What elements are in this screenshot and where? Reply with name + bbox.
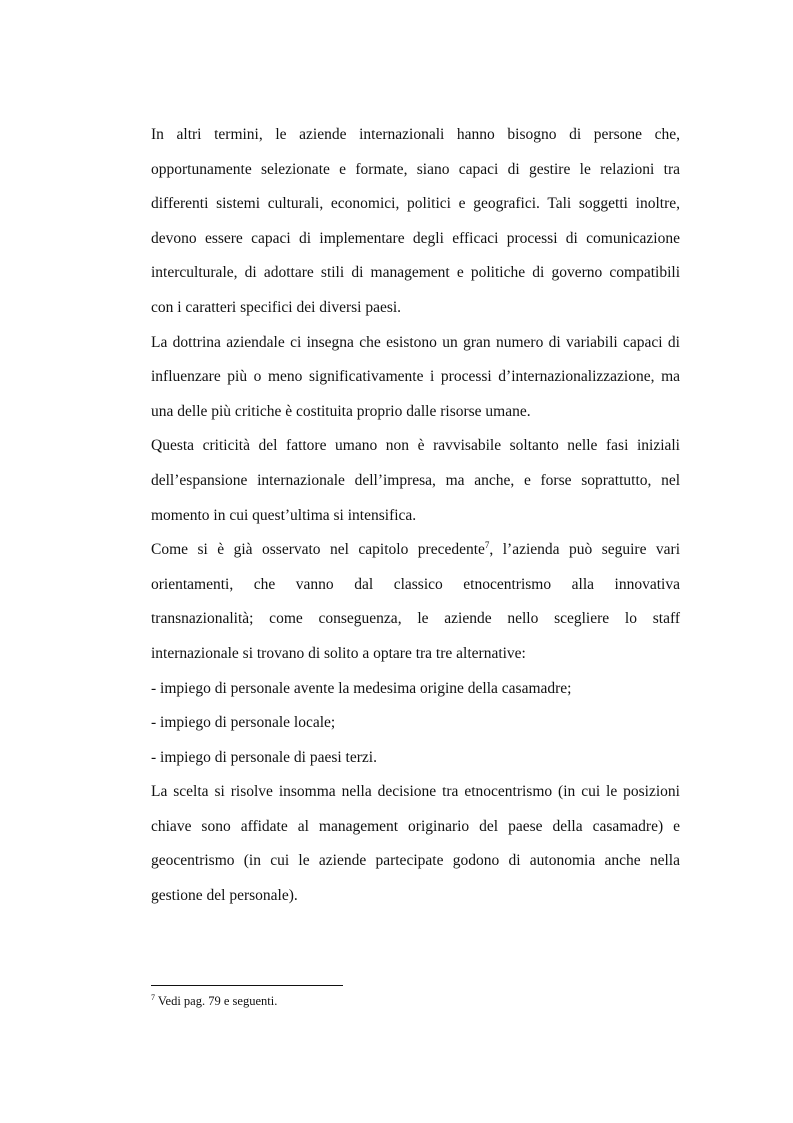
text-line: transnazionalità; come conseguenza, le aziende nello scegliere lo staff — [151, 610, 680, 628]
text-line: La dottrina aziendale ci insegna che esistono un gran numero di variabili capaci di — [151, 333, 680, 351]
footnote-marker: 7 — [151, 992, 155, 1002]
text-line: devono essere capaci di implementare degli efficaci processi di comunicazione — [151, 229, 680, 247]
list-item-2 — [151, 706, 680, 741]
text-line: La scelta si risolve insomma nella decisione tra etnocentrismo (in cui le posizioni — [151, 783, 680, 801]
text-line-with-footnote-ref — [151, 533, 680, 568]
text-line: opportunamente selezionate e formate, siano capaci di gestire le relazioni tra — [151, 160, 680, 178]
text-line: Questa criticità del fattore umano non è ravvisabile soltanto nelle fasi iniziali — [151, 437, 680, 455]
text-fragment: Come si è già osservato nel capitolo precedente — [151, 541, 485, 559]
paragraph-3 — [151, 429, 680, 533]
footnote-reference[interactable]: 7 — [484, 539, 490, 550]
paragraph-5 — [151, 775, 680, 913]
text-line: una delle più critiche è costituita proprio dalle risorse umane. — [151, 402, 531, 420]
text-line: momento in cui quest’ultima si intensifica. — [151, 506, 417, 524]
text-line: con i caratteri specifici dei diversi paesi. — [151, 298, 402, 316]
paragraph-1 — [151, 118, 680, 326]
text-line: - impiego di personale di paesi terzi. — [151, 748, 377, 766]
footnote-text: Vedi pag. 79 e seguenti. — [155, 994, 278, 1008]
text-line: gestione del personale). — [151, 887, 298, 905]
paragraph-4 — [151, 533, 680, 671]
text-line: differenti sistemi culturali, economici, politici e geografici. Tali soggetti inoltre, — [151, 195, 680, 213]
page-body — [151, 118, 680, 914]
text-line: influenzare più o meno significativamente i processi d’internazionalizzazione, ma — [151, 368, 680, 386]
paragraph-2 — [151, 326, 680, 430]
footnote-separator — [151, 985, 343, 986]
text-line: internazionale si trovano di solito a optare tra tre alternative: — [151, 644, 526, 662]
text-line: interculturale, di adottare stili di management e politiche di governo compatibili — [151, 264, 680, 282]
text-line: - impiego di personale avente la medesima origine della casamadre; — [151, 679, 572, 697]
text-fragment: , l’azienda può seguire vari — [489, 541, 681, 559]
list-item-1 — [151, 672, 680, 707]
text-line: geocentrismo (in cui le aziende partecipate godono di autonomia anche nella — [151, 852, 680, 870]
footnote — [151, 993, 277, 1009]
text-line: dell’espansione internazionale dell’impresa, ma anche, e forse soprattutto, nel — [151, 471, 680, 489]
text-line: In altri termini, le aziende internazionali hanno bisogno di persone che, — [151, 126, 680, 143]
list-item-3 — [151, 741, 680, 776]
text-line: - impiego di personale locale; — [151, 714, 336, 732]
text-line: chiave sono affidate al management originario del paese della casamadre) e — [151, 817, 680, 835]
text-line: orientamenti, che vanno dal classico etnocentrismo alla innovativa — [151, 575, 680, 593]
